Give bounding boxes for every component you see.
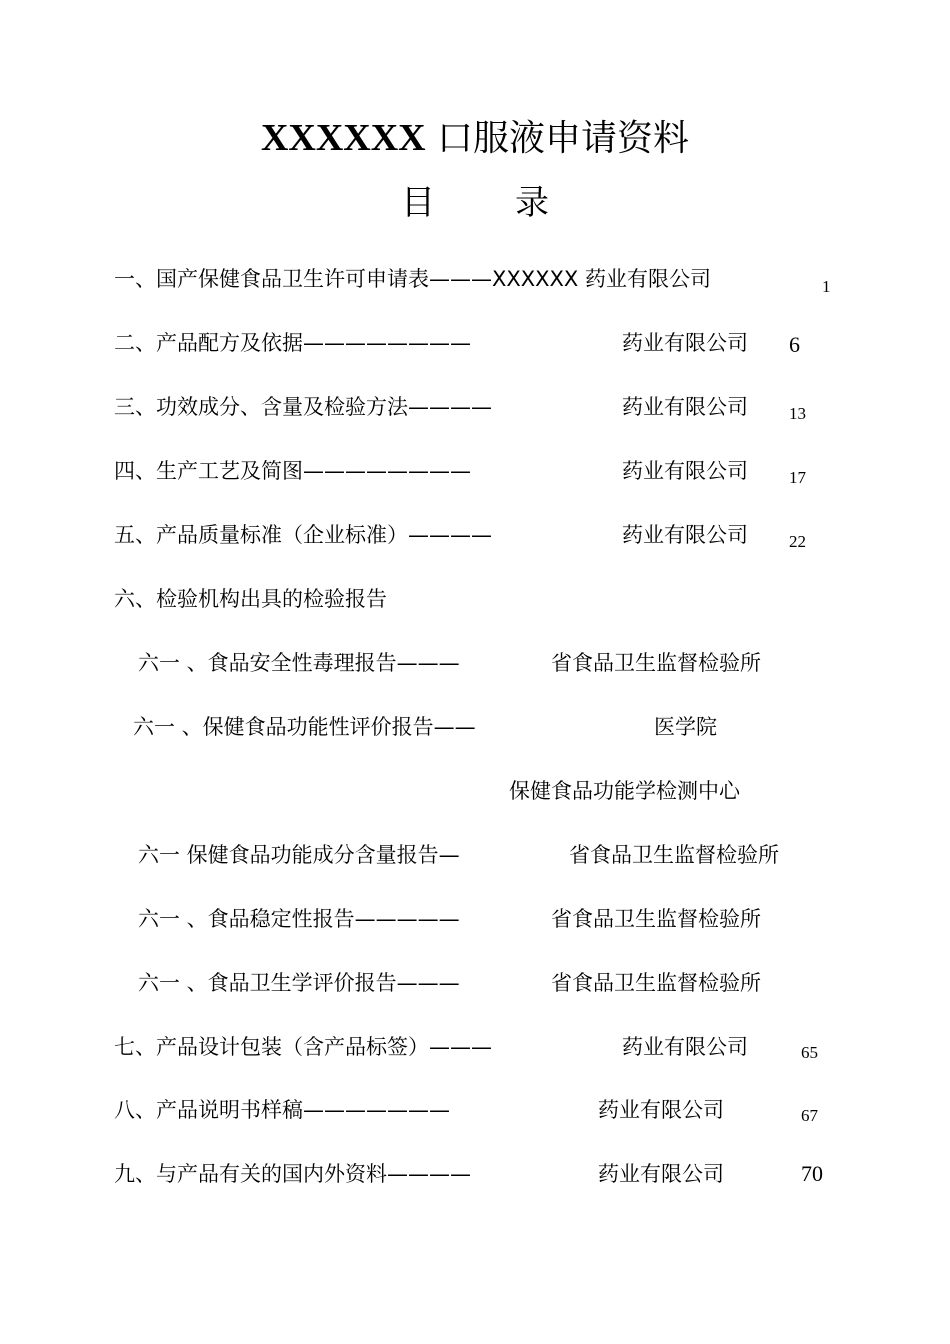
toc-entry-2-label: 二、产品配方及依据———————— (114, 331, 471, 355)
toc-entry-1-page: 1 (822, 277, 831, 296)
toc-entry-8-label: 八、产品说明书样稿——————— (114, 1098, 450, 1122)
toc-subentry-3-org: 省食品卫生监督检验所 (569, 843, 779, 867)
toc-entry-8-page: 67 (801, 1106, 818, 1125)
toc-entry-7-label: 七、产品设计包装（含产品标签）——— (114, 1035, 492, 1059)
toc-entry-4-label: 四、生产工艺及简图———————— (114, 459, 471, 483)
toc-entry-2-org: 药业有限公司 (622, 331, 748, 355)
toc-entry-3-label: 三、功效成分、含量及检验方法———— (114, 395, 492, 419)
toc-entry-3-page: 13 (789, 404, 806, 423)
toc-subentry-5-org: 省食品卫生监督检验所 (551, 971, 761, 995)
title-product-code: XXXXXX (260, 117, 426, 159)
toc-entry-5-org: 药业有限公司 (622, 523, 748, 547)
toc-heading: 目录 (401, 183, 629, 223)
toc-entry-5-page: 22 (789, 532, 806, 551)
toc-entry-1-label: 一、国产保健食品卫生许可申请表———XXXXXX 药业有限公司 (114, 267, 711, 291)
toc-subentry-4-label: 六一 、食品稳定性报告————— (138, 907, 460, 931)
toc-entry-5-label: 五、产品质量标准（企业标准）———— (114, 523, 492, 547)
toc-subentry-5-label: 六一 、食品卫生学评价报告——— (138, 971, 460, 995)
toc-subentry-1-org: 省食品卫生监督检验所 (551, 651, 761, 675)
toc-subentry-1-label: 六一 、食品安全性毒理报告——— (138, 651, 460, 675)
toc-subentry-2-org-line2: 保健食品功能学检测中心 (509, 779, 740, 803)
toc-entry-9-org: 药业有限公司 (598, 1162, 724, 1186)
toc-entry-7-org: 药业有限公司 (622, 1035, 748, 1059)
toc-entry-6-label: 六、检验机构出具的检验报告 (114, 587, 387, 611)
toc-subentry-2-org: 医学院 (654, 715, 717, 739)
toc-subentry-4-org: 省食品卫生监督检验所 (551, 907, 761, 931)
toc-entry-8-org: 药业有限公司 (598, 1098, 724, 1122)
toc-entry-9-label: 九、与产品有关的国内外资料———— (114, 1162, 471, 1186)
toc-entry-9-page: 70 (801, 1161, 823, 1186)
title-text: 口服液申请资料 (437, 118, 690, 159)
toc-subentry-2-label: 六一 、保健食品功能性评价报告—— (133, 715, 476, 739)
toc-subentry-3-label: 六一 保健食品功能成分含量报告— (138, 843, 460, 867)
toc-entry-2-page: 6 (789, 332, 800, 357)
toc-entry-7-page: 65 (801, 1043, 818, 1062)
document-title (0, 116, 950, 161)
toc-entry-3-org: 药业有限公司 (622, 395, 748, 419)
toc-entry-4-org: 药业有限公司 (622, 459, 748, 483)
toc-entry-4-page: 17 (789, 468, 806, 487)
